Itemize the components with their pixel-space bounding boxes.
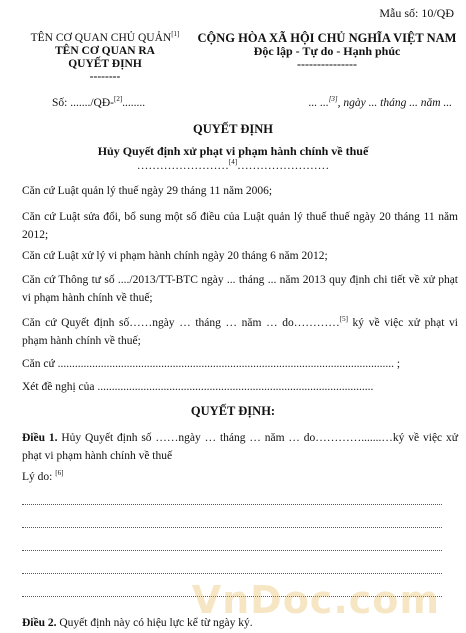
article-1: [22, 429, 458, 465]
document-number: [52, 97, 145, 109]
form-number: Mẫu số: 10/QĐ: [379, 6, 454, 20]
org-rule: --------: [89, 71, 121, 83]
footnote-ref: [1]: [171, 30, 180, 39]
parent-agency-label: TÊN CƠ QUAN CHỦ QUẢN: [30, 32, 172, 44]
proposal-line: Xét đề nghị của ................................................................................................: [22, 381, 374, 393]
legal-basis-5-text: Căn cứ Quyết định số……ngày … tháng … năm … do…………: [22, 317, 340, 329]
authority-dots: ……………………: [136, 160, 229, 172]
watermark-logo: [192, 578, 440, 622]
doc-number-dots: ........: [122, 97, 146, 109]
reason-label: Lý do:: [22, 471, 53, 483]
legal-basis-2: Căn cứ Luật sửa đổi, bổ sung một số điều của Luật quản lý thuế thuế ngày 20 tháng 11 năm 2012;: [22, 211, 458, 241]
reason-dotted-line: [22, 550, 442, 551]
article-2-text: Quyết định này có hiệu lực kể từ ngày ký.: [56, 617, 253, 629]
place-dots: ... ...: [308, 97, 329, 109]
issuing-agency-label-2: QUYẾT ĐỊNH: [68, 58, 142, 70]
article-2-label: Điều 2.: [22, 617, 57, 629]
motto: Độc lập - Tự do - Hạnh phúc: [253, 44, 401, 58]
footnote-ref: [5]: [339, 315, 348, 324]
article-1-label: Điều 1.: [22, 432, 58, 444]
legal-basis-1: Căn cứ Luật quản lý thuế ngày 29 tháng 11 năm 2006;: [22, 185, 273, 197]
issuing-organization: [20, 32, 190, 84]
footnote-ref: [6]: [55, 469, 64, 478]
doc-number-text: Số: ......./QĐ-: [52, 97, 114, 109]
reason-dotted-line: [22, 573, 442, 574]
nation-name: CỘNG HÒA XÃ HỘI CHỦ NGHĨA VIỆT NAM: [197, 31, 457, 45]
document-title: QUYẾT ĐỊNH: [193, 122, 273, 136]
footnote-ref: [2]: [113, 95, 123, 104]
footnote-ref: [4]: [228, 158, 238, 167]
reason-dotted-line: [22, 527, 442, 528]
footnote-ref: [3]: [328, 95, 338, 104]
legal-basis-3: Căn cứ Luật xử lý vi phạm hành chính ngày 20 tháng 6 năm 2012;: [22, 250, 328, 262]
date-text: , ngày ... tháng ... năm ...: [337, 97, 452, 109]
decision-heading: QUYẾT ĐỊNH:: [190, 404, 276, 418]
authority-dots-2: ……………………: [237, 160, 330, 172]
watermark-text: VnDoc: [191, 578, 334, 622]
article-1-text: Hủy Quyết định số ……ngày … tháng … năm … do………….......…ký về việc xử phạt vi phạm hành chính về thuế: [22, 432, 459, 462]
authority-line: [0, 160, 466, 172]
watermark-domain: .com: [333, 578, 440, 622]
legal-basis-5-text-2: ký về việc xử phạt vi phạm hành chính về thuế;: [22, 317, 458, 347]
national-motto: [196, 32, 458, 71]
issuing-agency-label: TÊN CƠ QUAN RA: [55, 45, 155, 57]
reason-line: [22, 468, 458, 486]
document-subtitle: Hủy Quyết định xử phạt vi phạm hành chính về thuế: [97, 144, 369, 158]
legal-basis-6: Căn cứ ..................................................................................................................... ;: [22, 358, 401, 370]
motto-rule: ---------------: [297, 57, 357, 71]
reason-dotted-line: [22, 504, 442, 505]
document-date: [309, 97, 452, 109]
legal-basis-4: Căn cứ Thông tư số ..../2013/TT-BTC ngày ... tháng ... năm 2013 quy định chi tiết về xử phạt vi phạm hành chính về thuế;: [22, 274, 458, 304]
legal-basis-5: [22, 314, 458, 350]
